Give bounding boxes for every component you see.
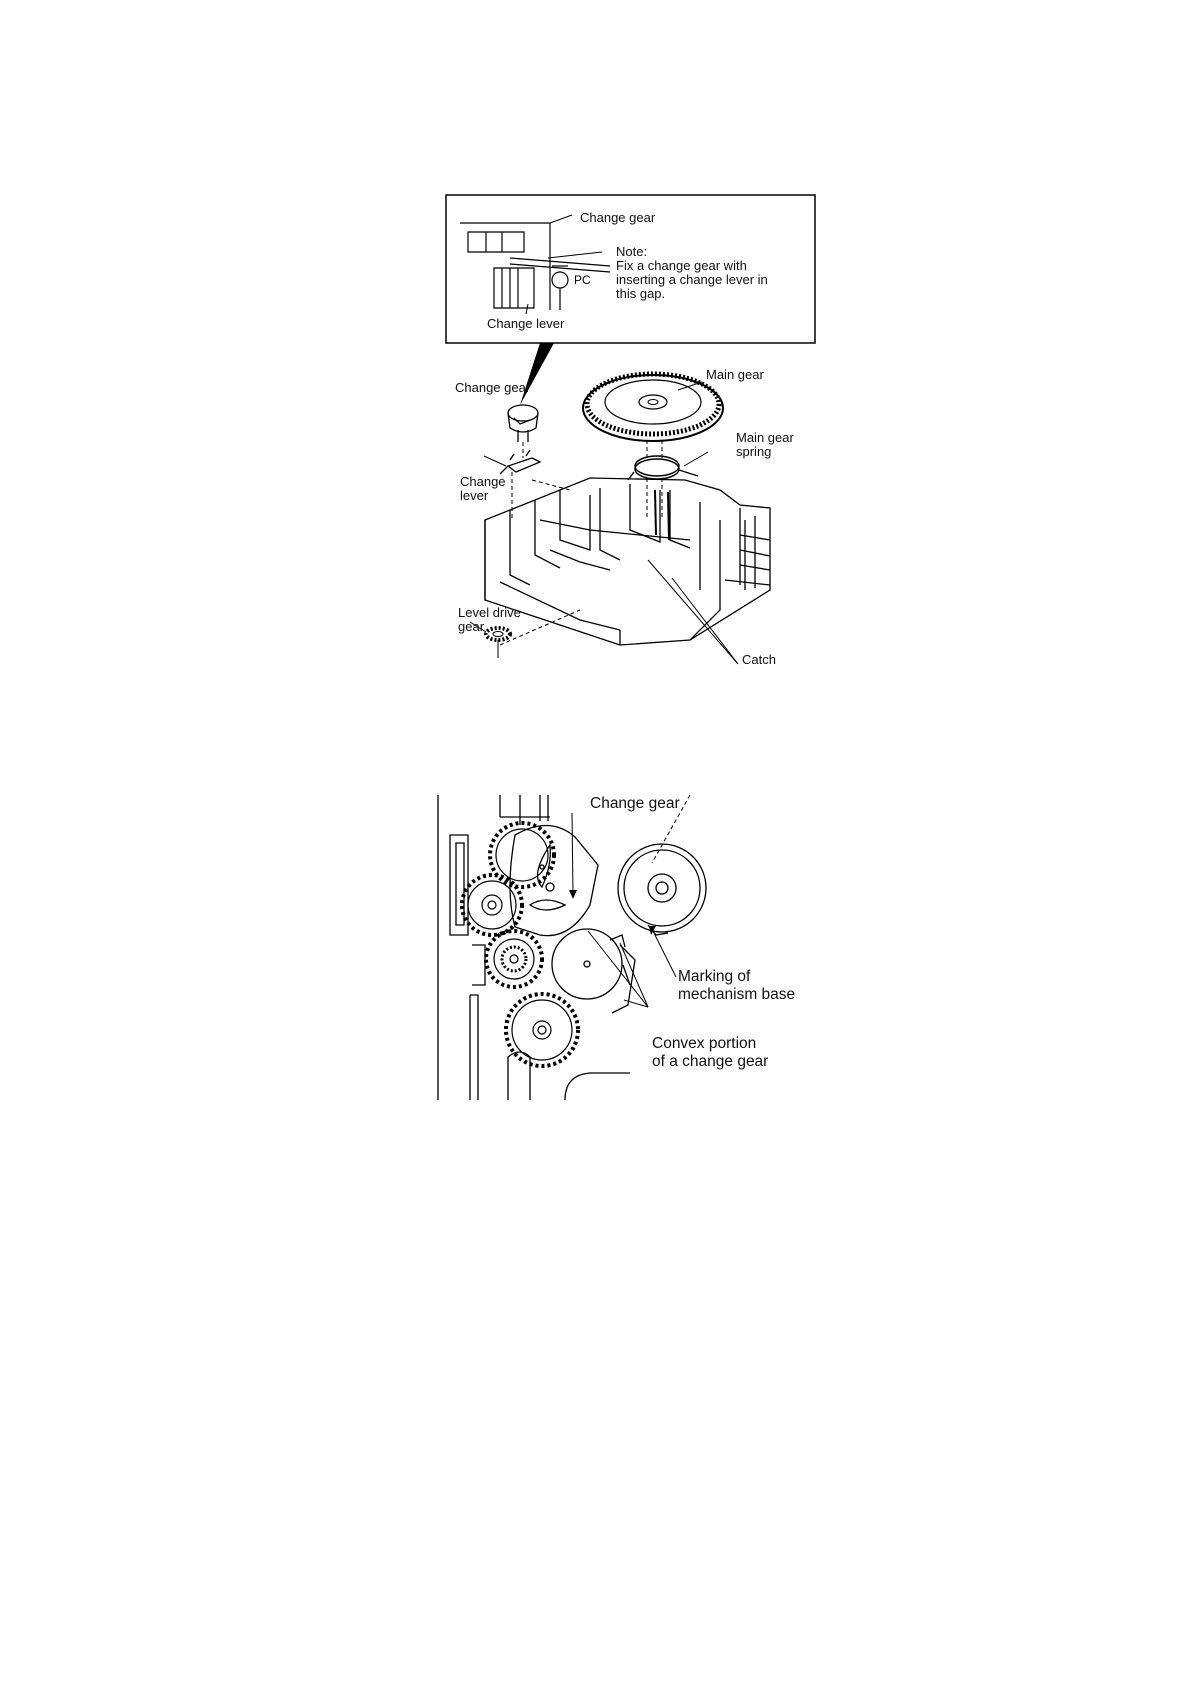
convex-portion-label-2: of a change gear [652, 1053, 769, 1070]
marking-label-2: mechanism base [678, 986, 796, 1003]
inset-change-lever-label: Change lever [487, 316, 565, 331]
inset-note-line-3: this gap. [616, 286, 666, 301]
mechanism-base-drawing [485, 478, 770, 645]
level-drive-gear-drawing [486, 628, 510, 658]
marking-label-1: Marking of [678, 968, 751, 985]
convex-portion-label-1: Convex portion [652, 1035, 757, 1052]
svg-text:PC: PC [574, 273, 591, 287]
catch-label: Catch [742, 652, 776, 667]
callout-wedge [520, 343, 554, 405]
left-gear-drawing [462, 875, 522, 935]
exploded-view-diagram [440, 190, 840, 690]
fig2-change-gear-label: Change gear [590, 795, 680, 812]
change-lever-drawing [500, 450, 540, 474]
change-gear-label: Change gear [455, 380, 531, 395]
main-gear-spring-drawing [628, 456, 698, 480]
main-gear-label: Main gear [706, 367, 764, 382]
middle-gear-drawing [486, 931, 542, 987]
change-lever-label-1: Change [460, 474, 506, 489]
gear-alignment-diagram [430, 795, 820, 1100]
lower-gear-drawing [506, 994, 578, 1066]
main-gear-spring-label-2: spring [736, 444, 772, 459]
inset-change-gear-label: Change gear [580, 210, 656, 225]
change-gear-drawing [508, 405, 538, 442]
main-gear-spring-label-1: Main gear [736, 430, 794, 445]
figure-2-leader-lines [569, 795, 690, 1007]
change-lever-label-2: lever [460, 488, 489, 503]
level-drive-gear-label-2: gear [458, 619, 485, 634]
inset-note-line-2: inserting a change lever in [616, 272, 768, 287]
right-gear-drawing [618, 844, 706, 935]
inset-note-line-1: Fix a change gear with [616, 258, 747, 273]
level-drive-gear-label-1: Level drive [458, 605, 521, 620]
inset-note-title: Note: [616, 244, 648, 259]
main-gear-drawing [583, 374, 723, 441]
